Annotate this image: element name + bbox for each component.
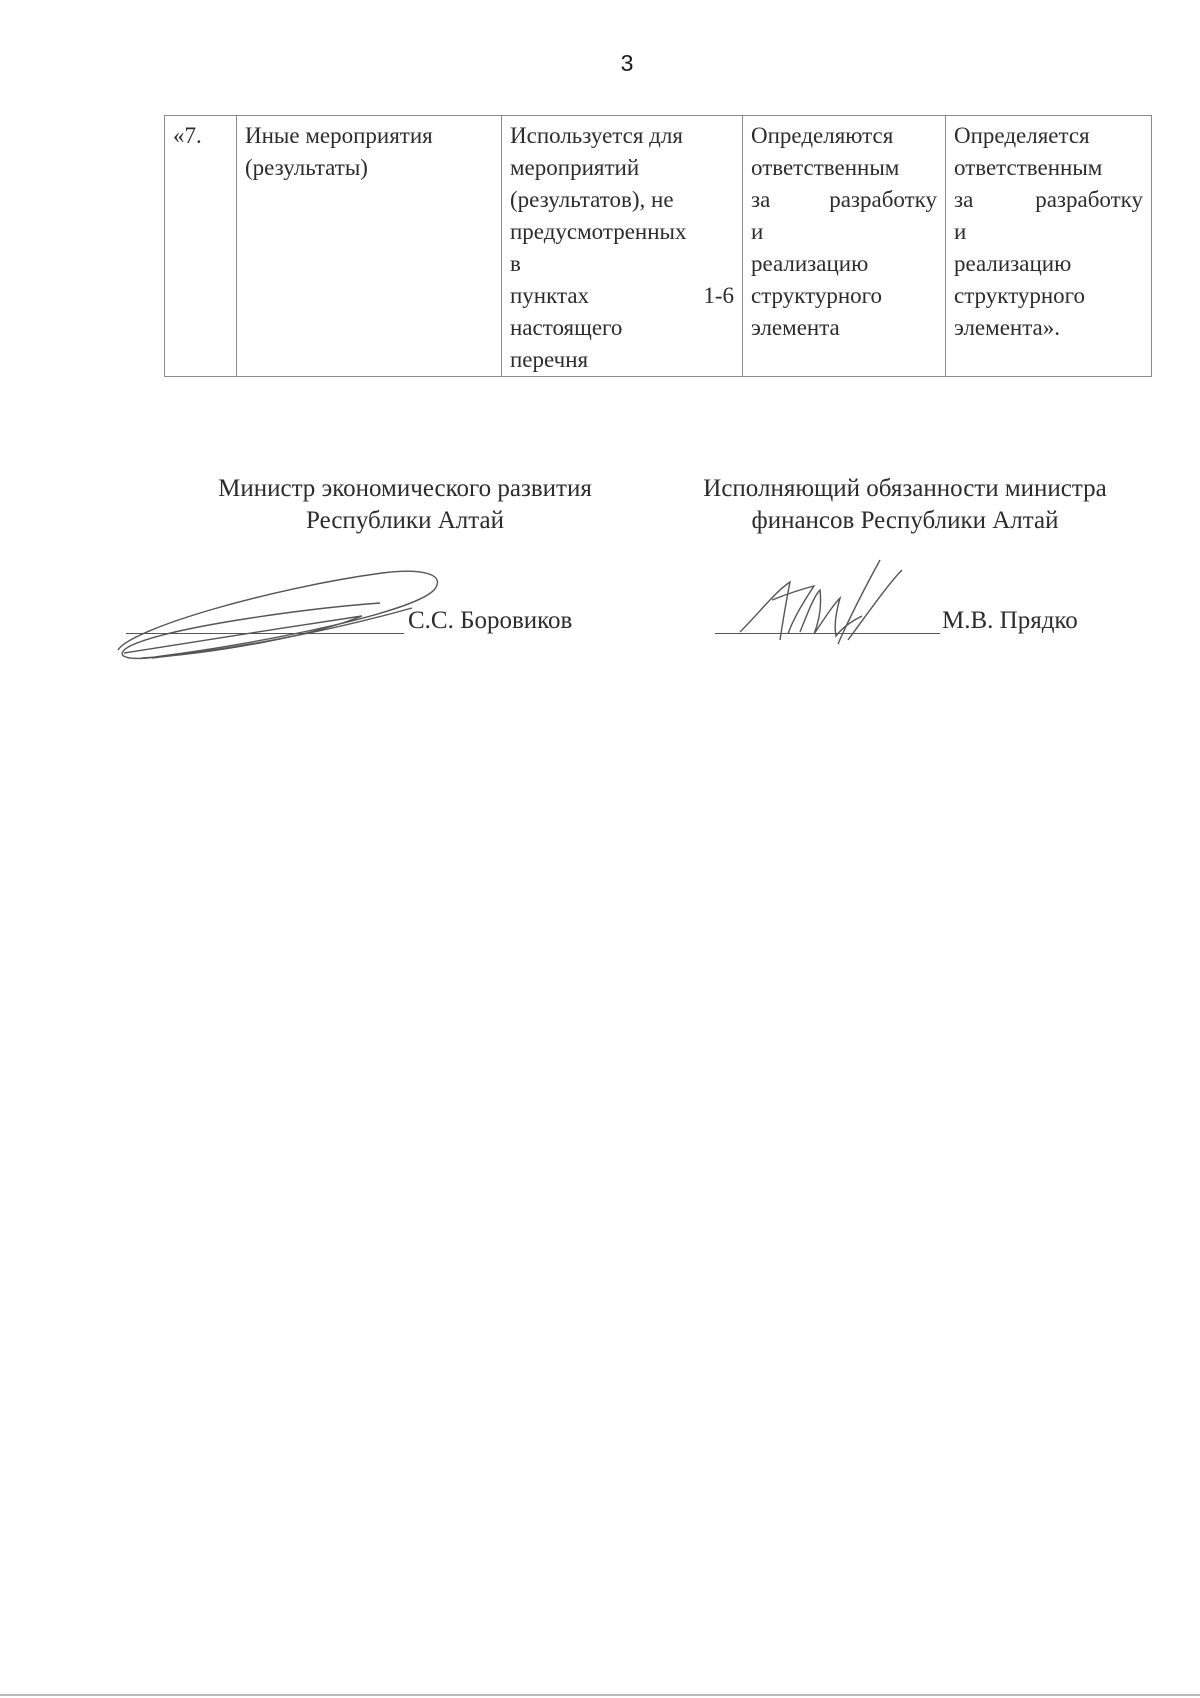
cell-text: реализацию (954, 251, 1072, 276)
cell-name (237, 116, 502, 377)
cell-text: настоящего (510, 315, 623, 340)
row-number: «7. (173, 123, 202, 148)
left-signatory-title (185, 473, 625, 537)
cell-text: перечня (510, 347, 589, 372)
cell-text: ответственным (954, 155, 1103, 180)
cell-text: разработку (1035, 187, 1143, 212)
title-line: Исполняющий обязанности министра (703, 475, 1107, 502)
cell-text: (результатов), не (510, 187, 674, 212)
cell-justified-line (510, 280, 734, 312)
cell-text: структурного (954, 283, 1086, 308)
cell-justified-line (954, 184, 1143, 216)
cell-text: за (954, 187, 974, 212)
cell-text: Иные мероприятия (245, 123, 433, 148)
cell-text: пунктах (510, 283, 590, 308)
page-number: 3 (620, 50, 634, 76)
right-signatory-name: М.В. Прядко (942, 607, 1078, 634)
cell-text: элемента (751, 315, 840, 340)
left-signatory-name: С.С. Боровиков (408, 607, 573, 634)
cell-text: элемента». (954, 315, 1061, 340)
cell-text: и (954, 219, 967, 244)
cell-text: (результаты) (245, 155, 368, 180)
cell-criteria (743, 116, 946, 377)
cell-text: Определяется (954, 123, 1090, 148)
cell-text: мероприятий (510, 155, 640, 180)
cell-text: реализацию (751, 251, 869, 276)
cell-text: структурного (751, 283, 883, 308)
cell-usage (502, 116, 743, 377)
cell-number (165, 116, 237, 377)
left-signature-icon (112, 558, 452, 670)
right-signatory-title (670, 473, 1140, 537)
cell-text: предусмотренных (510, 219, 687, 244)
cell-text: разработку (829, 187, 937, 212)
cell-text: 1-6 (703, 283, 734, 308)
cell-text: и (751, 219, 764, 244)
right-signature-icon (730, 552, 910, 652)
title-line: финансов Республики Алтай (751, 507, 1059, 534)
cell-text: ответственным (751, 155, 900, 180)
title-line: Республики Алтай (306, 507, 504, 534)
measures-table (164, 115, 1152, 377)
title-line: Министр экономического развития (218, 475, 592, 502)
cell-text: Определяются (751, 123, 894, 148)
cell-justified-line (751, 184, 937, 216)
page-bottom-edge (0, 1694, 1200, 1696)
cell-responsible (946, 116, 1152, 377)
cell-text: в (510, 251, 521, 276)
table-row (165, 116, 1152, 377)
cell-text: за (751, 187, 771, 212)
cell-text: Используется для (510, 123, 683, 148)
